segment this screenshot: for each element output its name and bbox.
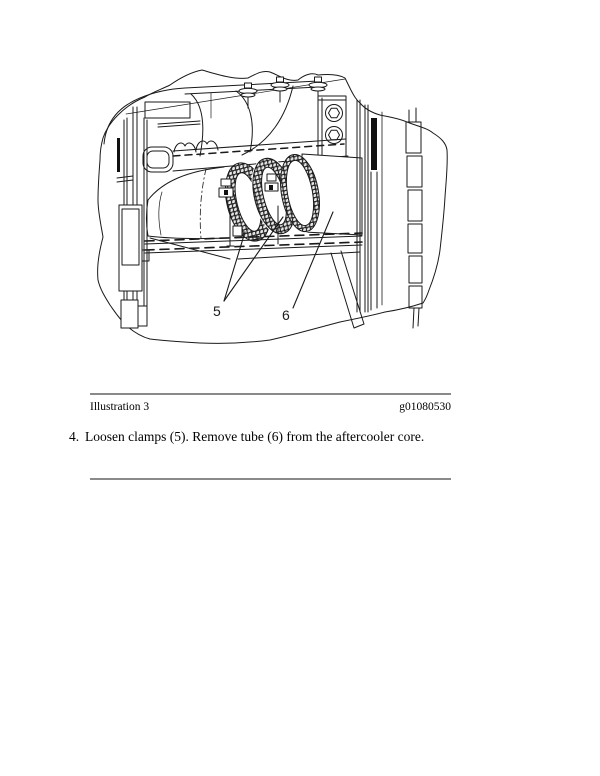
figure-illustration-3: [88, 60, 458, 352]
callout-label-6: 6: [282, 307, 290, 323]
caption-graphic-id: g01080530: [399, 401, 451, 413]
divider-bottom: [90, 478, 451, 480]
callout-label-5: 5: [213, 303, 221, 319]
step-item: [69, 428, 469, 445]
caption-title: Illustration 3: [90, 401, 150, 413]
step-text: Loosen clamps (5). Remove tube (6) from the aftercooler core.: [85, 429, 425, 444]
figure-caption: [90, 400, 451, 414]
step-number: 4.: [69, 429, 80, 444]
divider-top: [90, 393, 451, 395]
technical-illustration: [88, 60, 458, 352]
